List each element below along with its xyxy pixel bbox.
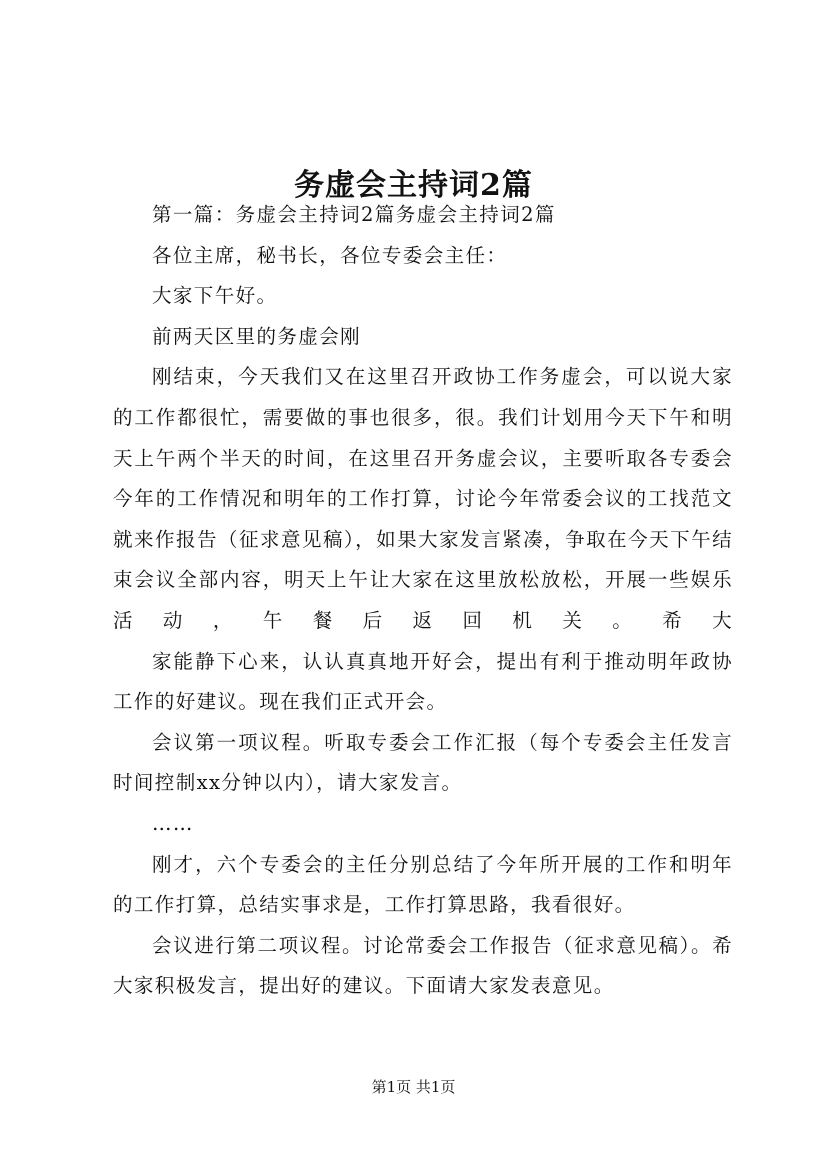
paragraph-2: 各位主席，秘书长，各位专委会主任：: [152, 243, 508, 267]
document-title: 务虚会主持词2篇: [294, 168, 533, 204]
page-footer: 第1页 共1页: [371, 1078, 456, 1096]
paragraph-7: 会议第一项议程。听取专委会工作汇报（每个专委会主任发言时间控制xx分钟以内），请大家发言。: [113, 730, 733, 795]
document-body: [113, 195, 733, 1007]
paragraph-10: 会议进行第二项议程。讨论常委会工作报告（征求意见稿）。希大家积极发言，提出好的建议。下面请大家发表意见。: [113, 933, 733, 998]
paragraph-8: ……: [152, 811, 194, 835]
paragraph-4: 前两天区里的务虚会刚: [152, 324, 362, 348]
paragraph-1: 第一篇：务虚会主持词2篇务虚会主持词2篇: [152, 203, 556, 226]
paragraph-9: 刚才，六个专委会的主任分别总结了今年所开展的工作和明年的工作打算，总结实事求是，工作打算思路，我看很好。: [113, 852, 733, 917]
paragraph-6: 家能静下心来，认认真真地开好会，提出有利于推动明年政协工作的好建议。现在我们正式开会。: [113, 649, 733, 714]
paragraph-3: 大家下午好。: [152, 284, 278, 308]
paragraph-5: 刚结束，今天我们又在这里召开政协工作务虚会，可以说大家的工作都很忙，需要做的事也很多，很。我们计划用今天下午和明天上午两个半天的时间，在这里召开务虚会议，主要听取各专委会今年的工作情况和明年的工作打算，讨论今年常委会议的工找范文就来作报告（征求意见稿），如果大家发言紧凑，争取在今天下午结束会议全部内容，明天上午让大家在这里放松放松，开展一些娱乐活动，午餐后返回机关。希大: [113, 365, 733, 632]
